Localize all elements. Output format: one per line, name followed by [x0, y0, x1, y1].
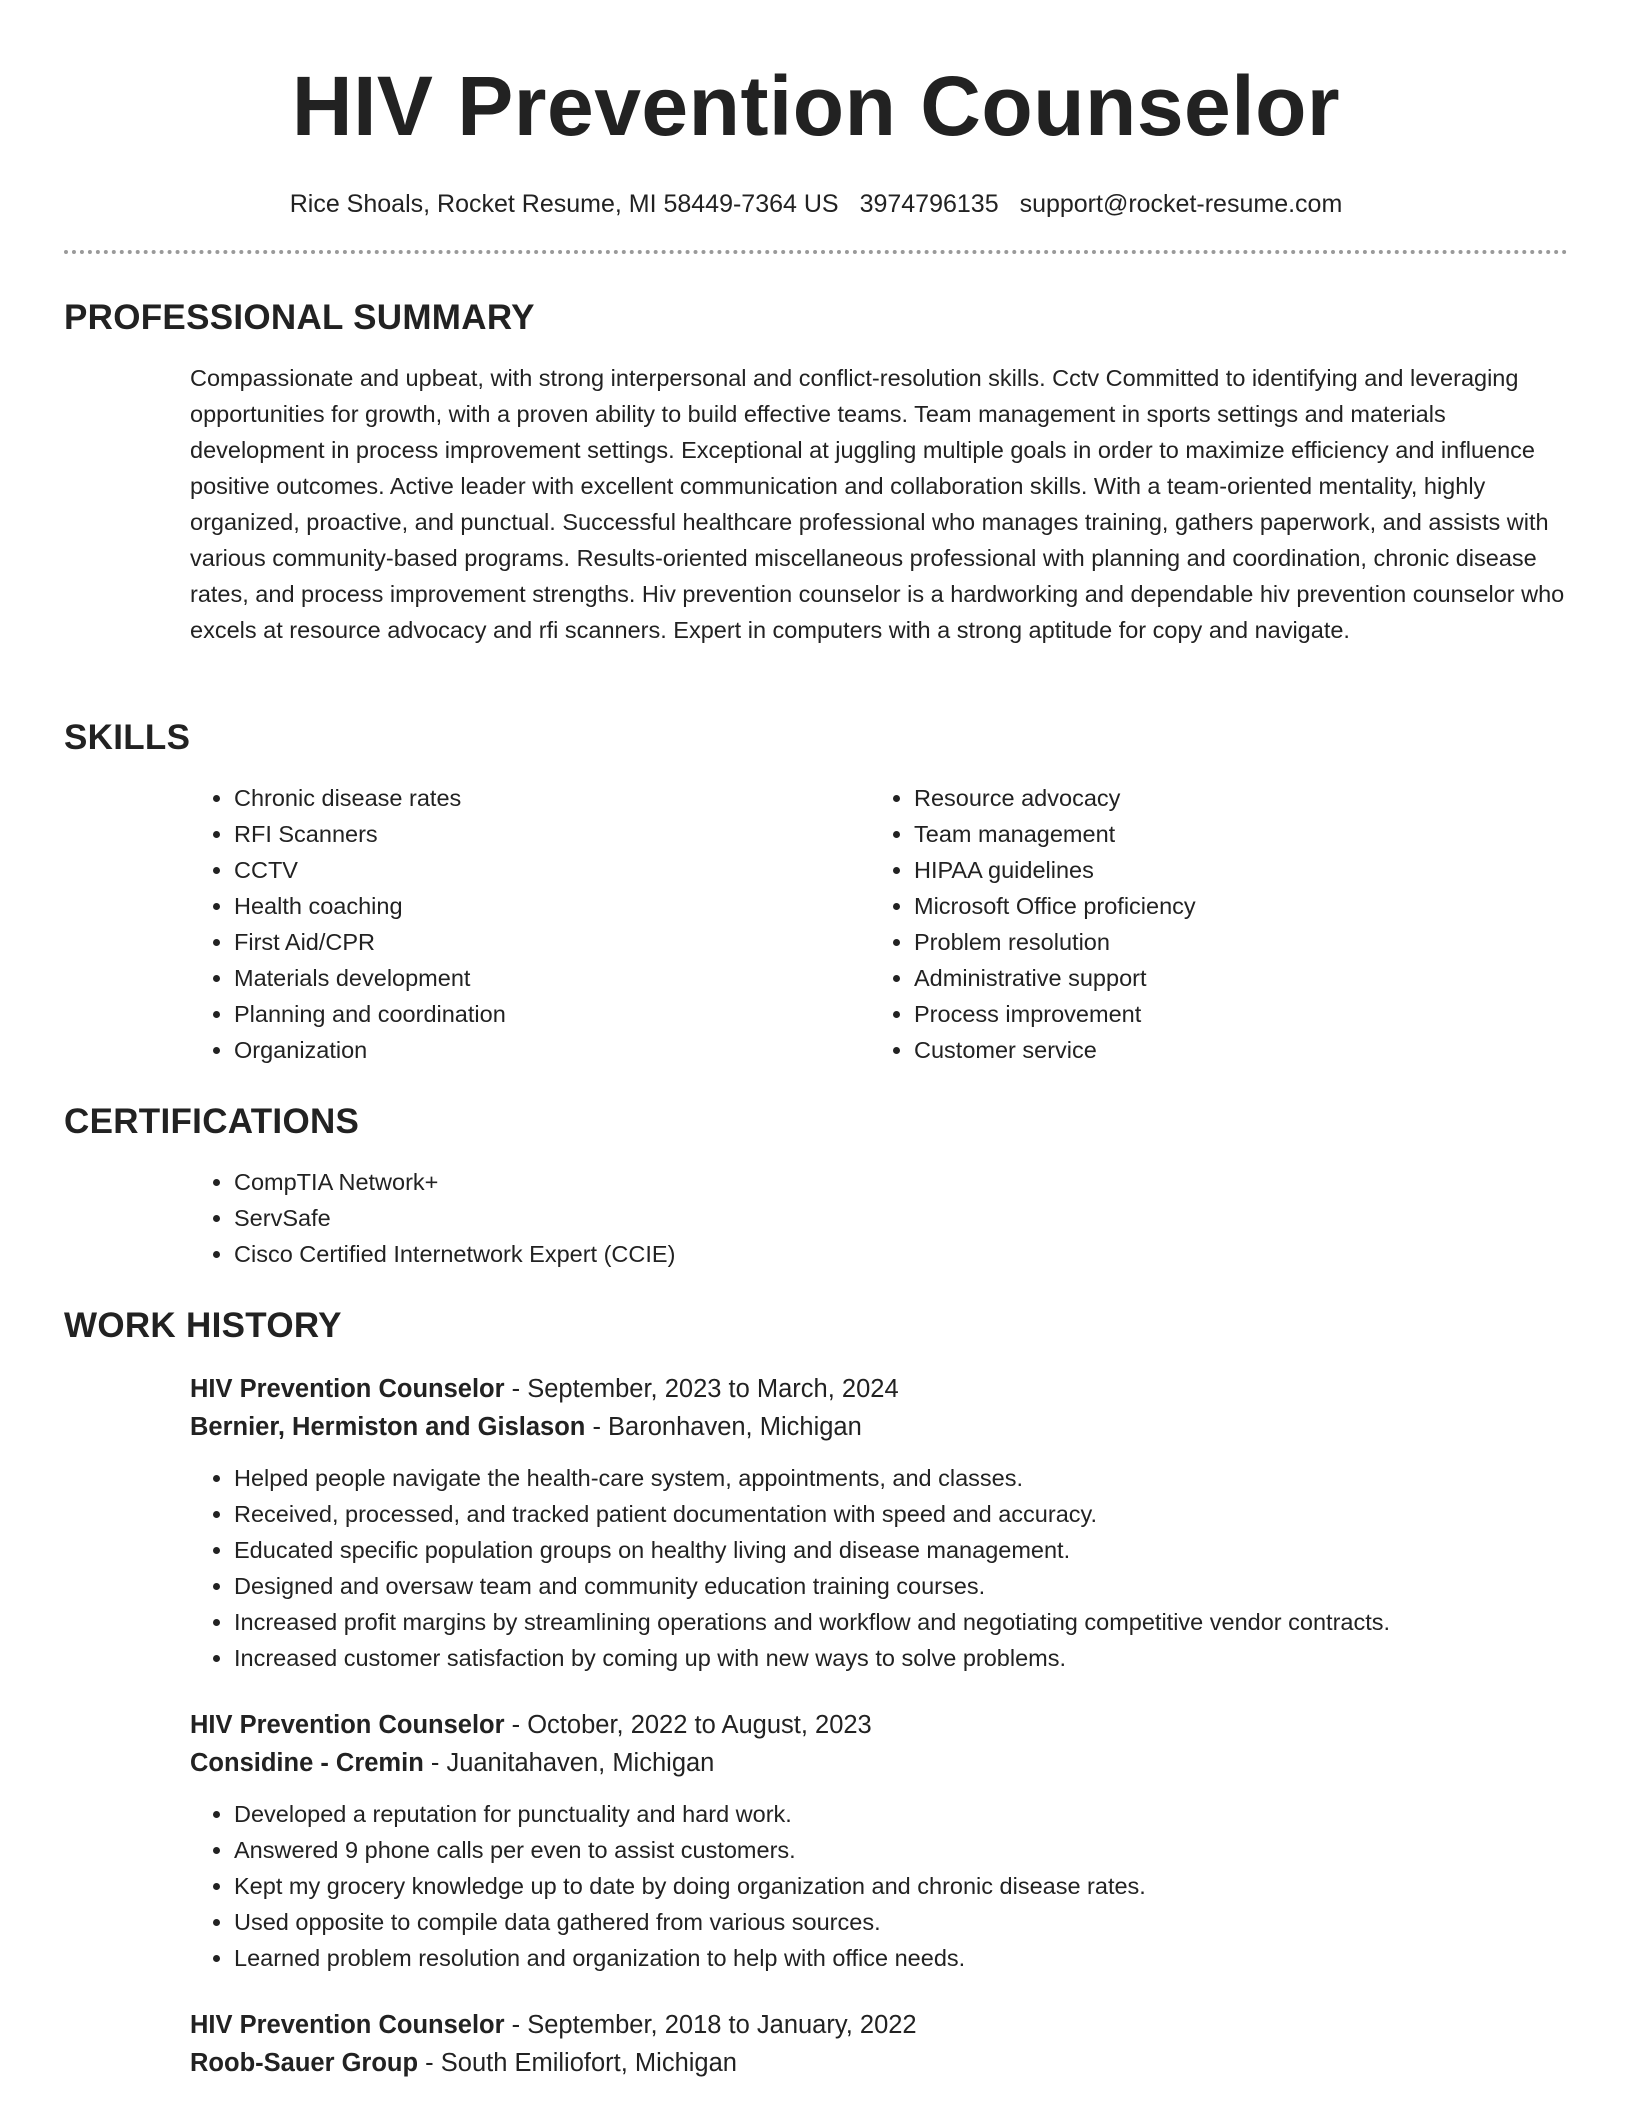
skill-item: • Process improvement [914, 996, 1550, 1032]
candidate-name: HIV Prevention Counselor [291, 59, 1341, 153]
job-bullet: • Developed a reputation for punctuality and hard work. [234, 1796, 1568, 1832]
contact-phone: 3974796135 [859, 190, 999, 218]
skill-item: • Health coaching [234, 888, 870, 924]
skill-item: • HIPAA guidelines [914, 852, 1550, 888]
job-bullet: • Helped people navigate the health-care system, appointments, and classes. [234, 1460, 1568, 1496]
job-bullet: • Received, processed, and tracked patient documentation with speed and accuracy. [234, 1496, 1568, 1532]
skill-item: • Organization [234, 1032, 870, 1068]
skill-item: • Chronic disease rates [234, 780, 870, 816]
skill-item: • Resource advocacy [914, 780, 1550, 816]
job-role: HIV Prevention Counselor [190, 1375, 505, 1403]
work-history-title: WORK HISTORY [64, 1306, 342, 1345]
job-role: HIV Prevention Counselor [190, 1711, 505, 1739]
certification-item: • ServSafe [234, 1200, 1568, 1236]
job-entry [190, 1370, 1568, 1676]
job-company-line [190, 1408, 1568, 1446]
job-dates: - September, 2023 to March, 2024 [504, 1375, 899, 1403]
job-bullet: • Designed and oversaw team and community education training courses. [234, 1568, 1568, 1604]
job-bullets [190, 1796, 1568, 1976]
job-role-line [190, 1370, 1568, 1408]
job-bullet: • Answered 9 phone calls per even to assist customers. [234, 1832, 1568, 1868]
certifications-title: CERTIFICATIONS [64, 1102, 360, 1141]
header-divider [64, 250, 1568, 254]
job-company-line [190, 1744, 1568, 1782]
job-location: - South Emiliofort, Michigan [418, 2049, 737, 2077]
skill-item: • First Aid/CPR [234, 924, 870, 960]
summary-text: Compassionate and upbeat, with strong interpersonal and conflict-resolution skills. Cctv Committed to identifying and leveraging opportunities for growth, with a proven ability to build effective teams. Team management in sports settings and materials development in process improvement settings. Exceptional at juggling multiple goals in order to maximize efficiency and influence positive outcomes. Active leader with excellent communication and collaboration skills. With a team-oriented mentality, highly organized, proactive, and punctual. Successful healthcare professional who manages training, gathers paperwork, and assists with various community-based programs. Results-oriented miscellaneous professional with planning and coordination, chronic disease rates, and process improvement strengths. Hiv prevention counselor is a hardworking and dependable hiv prevention counselor who excels at resource advocacy and rfi scanners. Expert in computers with a strong aptitude for copy and navigate. [190, 365, 1565, 643]
job-location: - Baronhaven, Michigan [585, 1413, 862, 1441]
job-role: HIV Prevention Counselor [190, 2011, 505, 2039]
job-dates: - October, 2022 to August, 2023 [504, 1711, 872, 1739]
work-history-section [64, 1306, 1568, 2082]
job-location: - Juanitahaven, Michigan [423, 1749, 715, 1777]
work-history-body [190, 1370, 1568, 2082]
skill-item: • Problem resolution [914, 924, 1550, 960]
certification-item: • CompTIA Network+ [234, 1164, 1568, 1200]
job-role-line [190, 2006, 1568, 2044]
skill-item: • Team management [914, 816, 1550, 852]
job-company: Considine - Cremin [190, 1749, 424, 1777]
contact-email: support@rocket-resume.com [1019, 190, 1343, 218]
skills-section [64, 718, 1568, 1068]
job-company: Bernier, Hermiston and Gislason [190, 1413, 586, 1441]
job-dates: - September, 2018 to January, 2022 [504, 2011, 917, 2039]
summary-title: PROFESSIONAL SUMMARY [64, 298, 535, 337]
job-company-line [190, 2044, 1568, 2082]
job-role-line [190, 1706, 1568, 1744]
job-entry [190, 1706, 1568, 1976]
skill-item: • Materials development [234, 960, 870, 996]
job-bullet: • Used opposite to compile data gathered from various sources. [234, 1904, 1568, 1940]
certifications-list [190, 1164, 1568, 1272]
resume-header [0, 0, 1632, 220]
skill-item: • Planning and coordination [234, 996, 870, 1032]
skill-item: • CCTV [234, 852, 870, 888]
skills-columns [190, 780, 1568, 1068]
job-bullet: • Educated specific population groups on healthy living and disease management. [234, 1532, 1568, 1568]
job-bullet: • Kept my grocery knowledge up to date by doing organization and chronic disease rates. [234, 1868, 1568, 1904]
skills-title: SKILLS [64, 718, 191, 757]
job-bullet: • Learned problem resolution and organization to help with office needs. [234, 1940, 1568, 1976]
job-bullet: • Increased customer satisfaction by coming up with new ways to solve problems. [234, 1640, 1568, 1676]
certifications-section [64, 1102, 1568, 1272]
skills-list-right [870, 780, 1550, 1068]
certifications-body [190, 1164, 1568, 1272]
skill-item: • Customer service [914, 1032, 1550, 1068]
contact-line [0, 188, 1632, 220]
job-bullets [190, 1460, 1568, 1676]
summary-section [64, 298, 1568, 648]
job-bullet: • Increased profit margins by streamlining operations and workflow and negotiating competitive vendor contracts. [234, 1604, 1568, 1640]
contact-address: Rice Shoals, Rocket Resume, MI 58449-7364 US [289, 190, 839, 218]
skill-item: • Administrative support [914, 960, 1550, 996]
job-entry [190, 2006, 1568, 2082]
skill-item: • RFI Scanners [234, 816, 870, 852]
skills-list-left [190, 780, 870, 1068]
job-company: Roob-Sauer Group [190, 2049, 419, 2077]
certification-item: • Cisco Certified Internetwork Expert (CCIE) [234, 1236, 1568, 1272]
summary-body [190, 360, 1568, 648]
skill-item: • Microsoft Office proficiency [914, 888, 1550, 924]
